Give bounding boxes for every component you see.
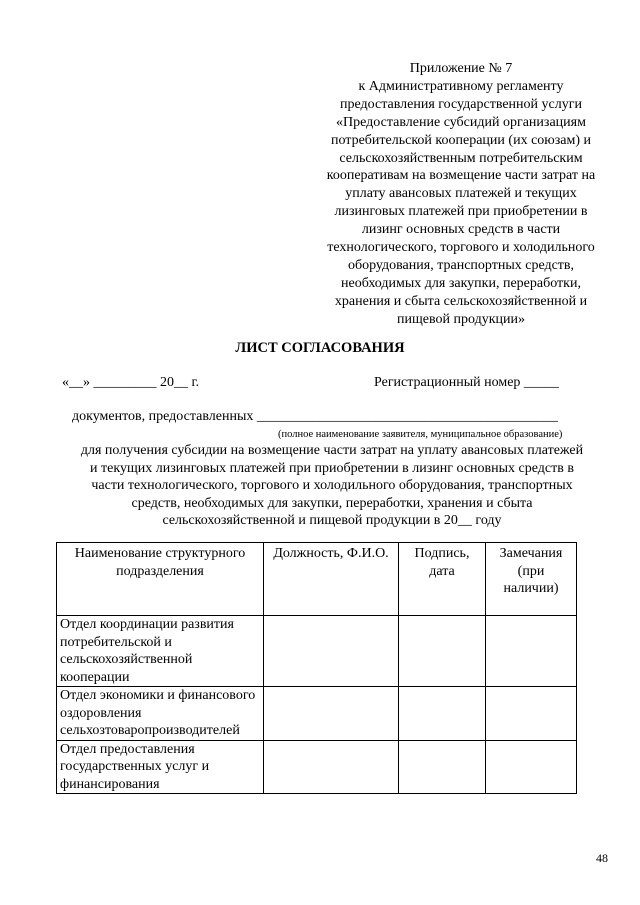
department-cell: Отдел координации развития потребительской и сельскохозяйственной кооперации — [57, 616, 264, 687]
signature-cell[interactable] — [399, 687, 486, 741]
remarks-cell[interactable] — [486, 687, 577, 741]
table-row — [57, 616, 577, 687]
appendix-line: кооперативам на возмещение части затрат на — [326, 168, 596, 184]
purpose-paragraph — [56, 442, 608, 530]
appendix-line: оборудования, транспортных средств, — [347, 257, 575, 273]
appendix-line: потребительской кооперации (их союзам) и — [331, 132, 591, 148]
appendix-line: технологического, торгового и холодильного — [327, 240, 595, 256]
page-number: 48 — [596, 851, 608, 865]
table-row — [57, 687, 577, 741]
documents-caption: (полное наименование заявителя, муниципальное образование) — [278, 429, 563, 440]
remarks-cell[interactable] — [486, 616, 577, 687]
header-position-name: Должность, Ф.И.О. — [264, 543, 399, 616]
department-cell: Отдел предоставления государственных услуг и финансирования — [57, 740, 264, 794]
appendix-line: хранения и сбыта сельскохозяйственной и — [334, 293, 588, 309]
approval-table — [56, 542, 577, 794]
appendix-line: «Предоставление субсидий организациям — [336, 114, 586, 130]
appendix-line: пищевой продукции» — [397, 311, 525, 327]
appendix-line: лизинг основных средств в части — [361, 222, 561, 238]
position-cell[interactable] — [264, 616, 399, 687]
table-header-row — [57, 543, 577, 616]
registration-number: Регистрационный номер _____ — [374, 375, 559, 390]
appendix-line: сельскохозяйственным потребительским — [339, 150, 583, 166]
appendix-header — [300, 60, 622, 329]
purpose-line: для получения субсидии на возмещение части затрат на уплату авансовых платежей — [80, 443, 584, 458]
header-remarks: Замечания (при наличии) — [486, 543, 577, 616]
purpose-line: и текущих лизинговых платежей при приобретении в лизинг основных средств в — [90, 460, 574, 476]
position-cell[interactable] — [264, 740, 399, 794]
header-department: Наименование структурного подразделения — [57, 543, 264, 616]
appendix-line: лизинговых платежей при приобретении в — [334, 204, 588, 220]
position-cell[interactable] — [264, 687, 399, 741]
appendix-line: необходимых для закупки, переработки, — [341, 275, 581, 291]
appendix-line: к Административному регламенту — [358, 78, 564, 94]
table-row — [57, 740, 577, 794]
appendix-line: предоставления государственной услуги — [340, 96, 582, 112]
purpose-line: сельскохозяйственной и пищевой продукции в 20__ году — [162, 513, 502, 529]
remarks-cell[interactable] — [486, 740, 577, 794]
header-signature-date: Подпись, дата — [399, 543, 486, 616]
purpose-line: части технологического, торгового и холодильного оборудования, транспортных — [91, 478, 573, 494]
appendix-line: уплату авансовых платежей и текущих — [345, 186, 577, 202]
signature-cell[interactable] — [399, 616, 486, 687]
signature-cell[interactable] — [399, 740, 486, 794]
purpose-line: средств, необходимых для закупки, переработки, хранения и сбыта — [131, 495, 533, 511]
document-title: ЛИСТ СОГЛАСОВАНИЯ — [235, 340, 405, 356]
appendix-line: Приложение № 7 — [409, 61, 513, 76]
documents-line: документов, предоставленных ___________________________________________ — [72, 409, 558, 424]
department-cell: Отдел экономики и финансового оздоровления сельхозтоваропроизводителей — [57, 687, 264, 741]
date-line: «__» _________ 20__ г. — [62, 375, 200, 390]
